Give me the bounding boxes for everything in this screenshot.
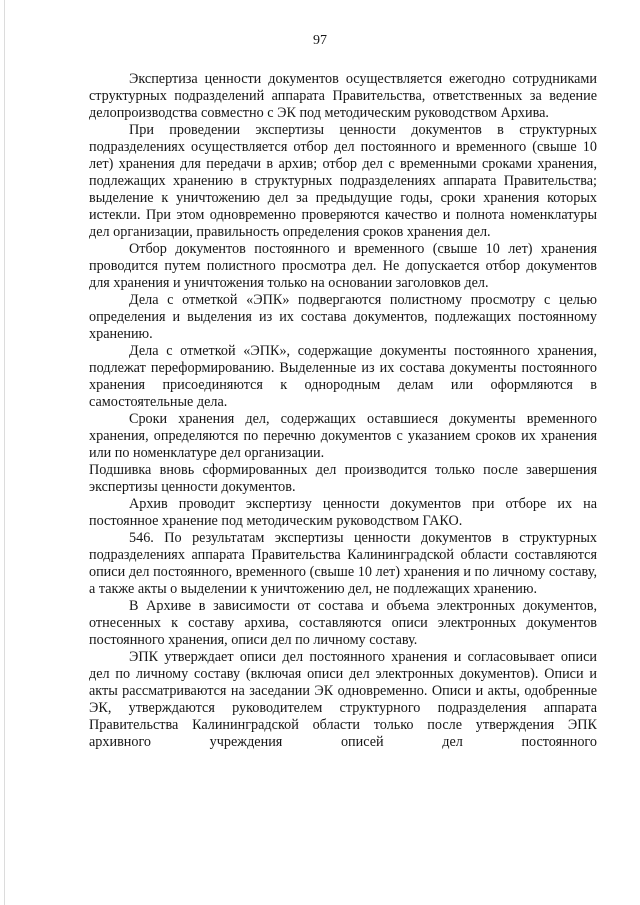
paragraph: Отбор документов постоянного и временного (свыше 10 лет) хранения проводится путем полистного просмотра дел. Не допускается отбор документов для хранения и уничтожения только на основании заголовков дел. — [89, 241, 597, 291]
document-body — [89, 71, 597, 751]
paragraph: В Архиве в зависимости от состава и объема электронных документов, отнесенных к составу архива, составляются описи электронных документов постоянного хранения, описи дел по личному составу. — [89, 598, 597, 648]
page-number: 97 — [313, 33, 327, 48]
paragraph: Сроки хранения дел, содержащих оставшиеся документы временного хранения, определяются по перечню документов с указанием сроков их хранения или по номенклатуре дел организации. — [89, 411, 597, 461]
paragraph: Архив проводит экспертизу ценности документов при отборе их на постоянное хранение под методическим руководством ГАКО. — [89, 496, 597, 529]
paragraph: ЭПК утверждает описи дел постоянного хранения и согласовывает описи дел по личному составу (включая описи дел электронных документов). Описи и акты рассматриваются на заседании ЭК одновременно. Описи и акты, одобренные ЭК, утверждаются руководителем структурного подразделения аппарата Правительства Калининградской области только после утверждения ЭПК архивного учреждения описей дел постоянного — [89, 649, 597, 750]
paragraph: При проведении экспертизы ценности документов в структурных подразделениях осуществляется отбор дел постоянного и временного (свыше 10 лет) хранения для передачи в архив; отбор дел с временными сроками хранения, подлежащих хранению в структурных подразделениях аппарата Правительства; выделение к уничтожению дел за предыдущие годы, сроки хранения которых истекли. При этом одновременно проверяются качество и полнота номенклатуры дел организации, правильность определения сроков хранения дел. — [89, 122, 597, 240]
scan-edge-line — [4, 0, 5, 905]
paragraph: Экспертиза ценности документов осуществляется ежегодно сотрудниками структурных подразделений аппарата Правительства, ответственных за ведение делопроизводства совместно с ЭК под методическим руководством Архива. — [89, 71, 597, 121]
paragraph: Подшивка вновь сформированных дел производится только после завершения экспертизы ценности документов. — [89, 462, 597, 495]
paragraph: Дела с отметкой «ЭПК», содержащие документы постоянного хранения, подлежат переформированию. Выделенные из их состава документы постоянного хранения присоединяются к однородным делам или оформляются в самостоятельные дела. — [89, 343, 597, 410]
paragraph: Дела с отметкой «ЭПК» подвергаются полистному просмотру с целью определения и выделения из их состава документов, подлежащих постоянному хранению. — [89, 292, 597, 342]
paragraph: 546. По результатам экспертизы ценности документов в структурных подразделениях аппарата Правительства Калининградской области составляются описи дел постоянного, временного (свыше 10 лет) хранения и по личному составу, а также акты о выделении к уничтожению дел, не подлежащих хранению. — [89, 530, 597, 597]
